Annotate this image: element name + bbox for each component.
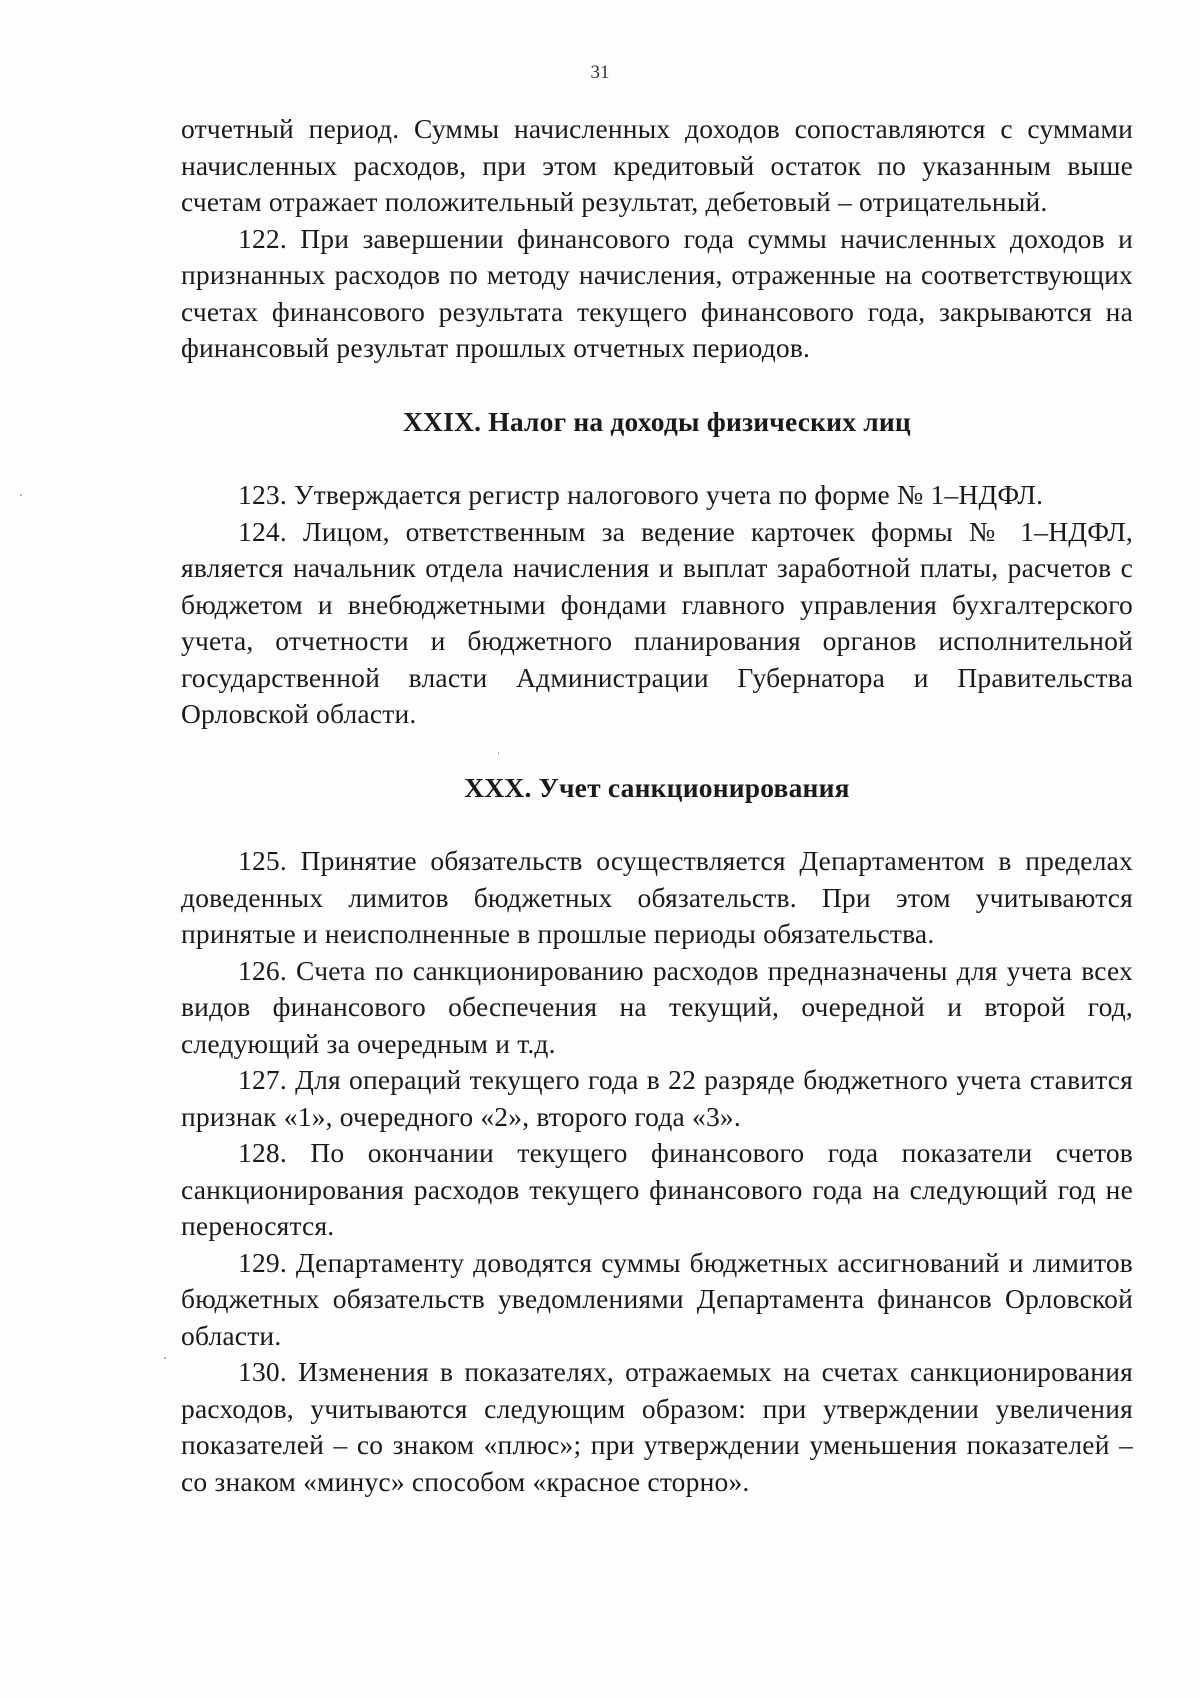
paragraph-123: 123. Утверждается регистр налогового учета по форме № 1–НДФЛ. [238, 479, 1044, 510]
scan-speck [164, 1357, 166, 1359]
paragraph-130: 130. Изменения в показателях, отражаемых на счетах санкционирования расходов, учитываются следующим образом: при утверждении увеличения показателей – со знаком «плюс»; при утверждении уменьшения показателей – со знаком «минус» способом «красное сторно». [181, 1356, 1133, 1497]
paragraph-125: 125. Принятие обязательств осуществляется Департаментом в пределах доведенных лимитов бюджетных обязательств. При этом учитываются принятые и неисполненные в прошлые периоды обязательства. [181, 845, 1133, 949]
scan-speck [20, 494, 22, 496]
page-number: 31 [590, 62, 610, 83]
section-heading-xxx: XXX. Учет санкционирования [464, 771, 850, 803]
paragraph-129: 129. Департаменту доводятся суммы бюджетных ассигнований и лимитов бюджетных обязательств уведомлениями Департамента финансов Орловской области. [181, 1246, 1133, 1351]
paragraph-128: 128. По окончании текущего финансового года показатели счетов санкционирования расходов текущего финансового года на следующий год не переносятся. [181, 1137, 1133, 1241]
paragraph-124: 124. Лицом, ответственным за ведение карточек формы № 1–НДФЛ, является начальник отдела начисления и выплат заработной платы, расчетов с бюджетом и внебюджетными фондами главного управления бухгалтерского учета, отчетности и бюджетного планирования органов исполнительной государственной власти Администрации Губернатора и Правительства Орловской области. [181, 515, 1133, 729]
section-heading-xxix: XXIX. Налог на доходы физических лиц [403, 405, 911, 437]
paragraph-127: 127. Для операций текущего года в 22 разряде бюджетного учета ставится признак «1», очередного «2», второго года «3». [181, 1064, 1133, 1132]
scan-speck [498, 752, 499, 754]
paragraph-126: 126. Счета по санкционированию расходов предназначены для учета всех видов финансового обеспечения на текущий, очередной и второй год, следующий за очередным и т.д. [181, 954, 1133, 1059]
paragraph-continuation: отчетный период. Суммы начисленных доходов сопоставляются с суммами начисленных расходов, при этом кредитовый остаток по указанным выше счетам отражает положительный результат, дебетовый – отрицательный. [181, 113, 1133, 217]
document-body [181, 111, 1133, 1500]
paragraph-122: 122. При завершении финансового года суммы начисленных доходов и признанных расходов по методу начисления, отраженные на соответствующих счетах финансового результата текущего финансового года, закрываются на финансовый результат прошлых отчетных периодов. [181, 222, 1133, 363]
